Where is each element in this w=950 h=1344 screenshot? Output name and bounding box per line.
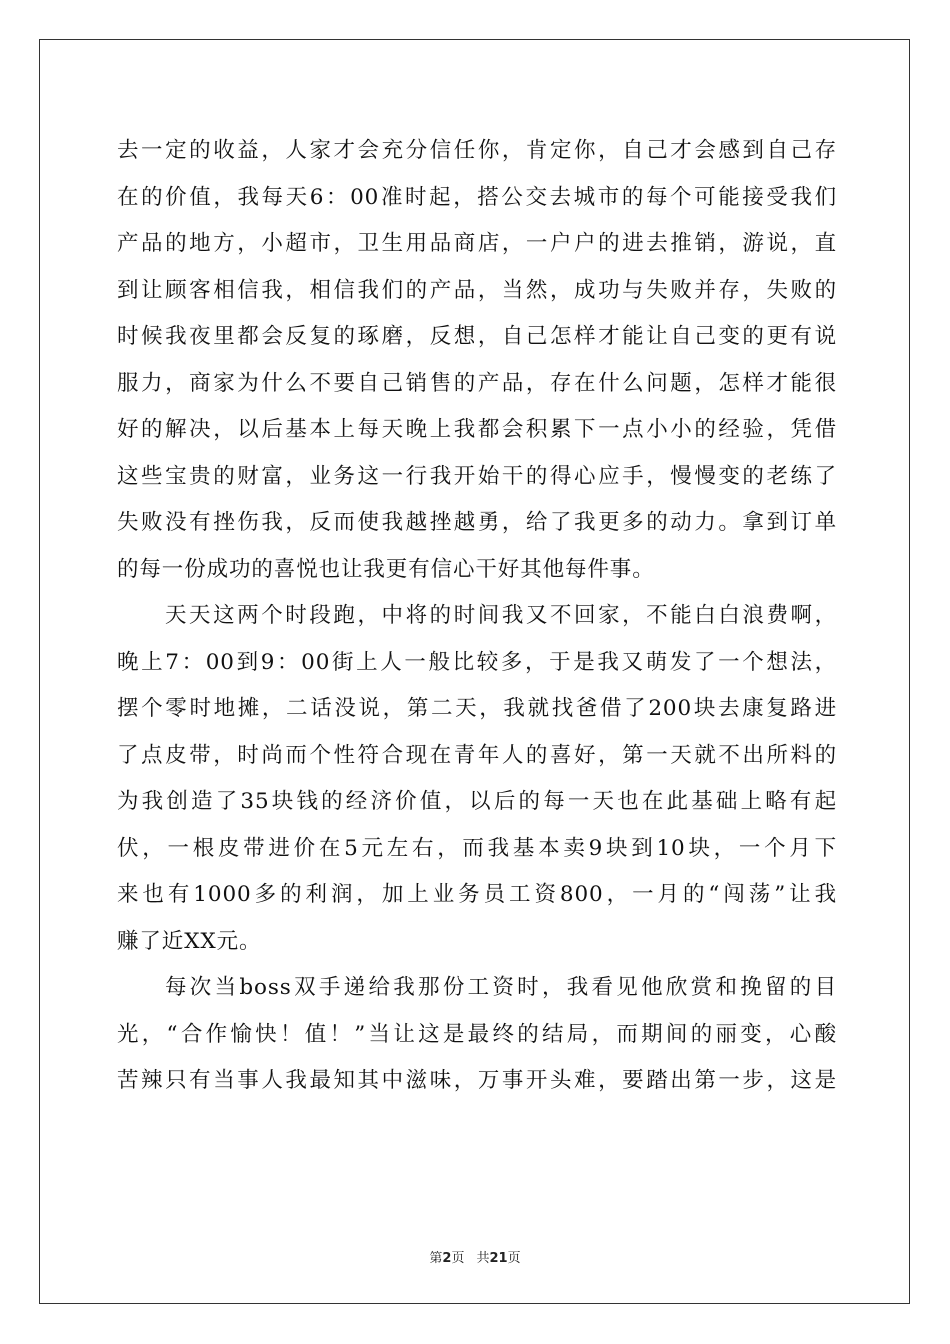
document-body: [117, 128, 837, 1105]
text-line: 晚上7：00到9：00街上人一般比较多，于是我又萌发了一个想法，: [117, 649, 837, 675]
text-line: 失败没有挫伤我，反而使我越挫越勇，给了我更多的动力。拿到订单: [117, 510, 837, 535]
paragraph-first-line: 每次当boss双手递给我那份工资时，我看见他欣赏和挽留的目: [165, 975, 837, 1000]
page-footer: [0, 1247, 950, 1266]
text-line: 为我创造了35块钱的经济价值，以后的每一天也在此基础上略有起: [117, 789, 837, 814]
page-indicator: [429, 1247, 464, 1266]
text-line: 在的价值，我每天6：00准时起，搭公交去城市的每个可能接受我们: [117, 184, 837, 210]
total-number: 21: [489, 1251, 508, 1266]
text-line: 的每一份成功的喜悦也让我更有信心干好其他每件事。: [117, 556, 655, 582]
total-prefix: 共: [476, 1251, 490, 1266]
text-line: 这些宝贵的财富，业务这一行我开始干的得心应手，慢慢变的老练了: [117, 463, 837, 489]
text-line: 好的解决，以后基本上每天晚上我都会积累下一点小小的经验，凭借: [117, 417, 837, 442]
total-pages-indicator: [476, 1247, 520, 1266]
text-line: 伏，一根皮带进价在5元左右，而我基本卖9块到10块，一个月下: [117, 835, 837, 861]
paragraph-first-line: 天天这两个时段跑，中将的时间我又不回家，不能白白浪费啊，: [165, 603, 837, 628]
text-line: 去一定的收益，人家才会充分信任你，肯定你，自己才会感到自己存: [117, 138, 837, 163]
text-line: 光，“合作愉快！值！”当让这是最终的结局，而期间的丽变，心酸: [117, 1021, 837, 1047]
text-line: 苦辣只有当事人我最知其中滋味，万事开头难，要踏出第一步，这是: [117, 1068, 837, 1093]
text-line: 服力，商家为什么不要自己销售的产品，存在什么问题，怎样才能很: [117, 370, 837, 396]
page-prefix: 第: [429, 1251, 443, 1266]
page-suffix: 页: [451, 1251, 465, 1266]
page-number: 2: [442, 1251, 452, 1266]
total-suffix: 页: [507, 1251, 521, 1266]
text-line: 来也有1000多的利润，加上业务员工资800，一月的“闯荡”让我: [117, 882, 837, 907]
text-line: 摆个零时地摊，二话没说，第二天，我就找爸借了200块去康复路进: [117, 696, 837, 721]
text-line: 时候我夜里都会反复的琢磨，反想，自己怎样才能让自己变的更有说: [117, 324, 837, 349]
text-line: 赚了近XX元。: [117, 928, 262, 954]
text-line: 到让顾客相信我，相信我们的产品，当然，成功与失败并存，失败的: [117, 277, 837, 303]
text-line: 了点皮带，时尚而个性符合现在青年人的喜好，第一天就不出所料的: [117, 742, 837, 768]
text-line: 产品的地方，小超市，卫生用品商店，一户户的进去推销，游说，直: [117, 231, 837, 256]
